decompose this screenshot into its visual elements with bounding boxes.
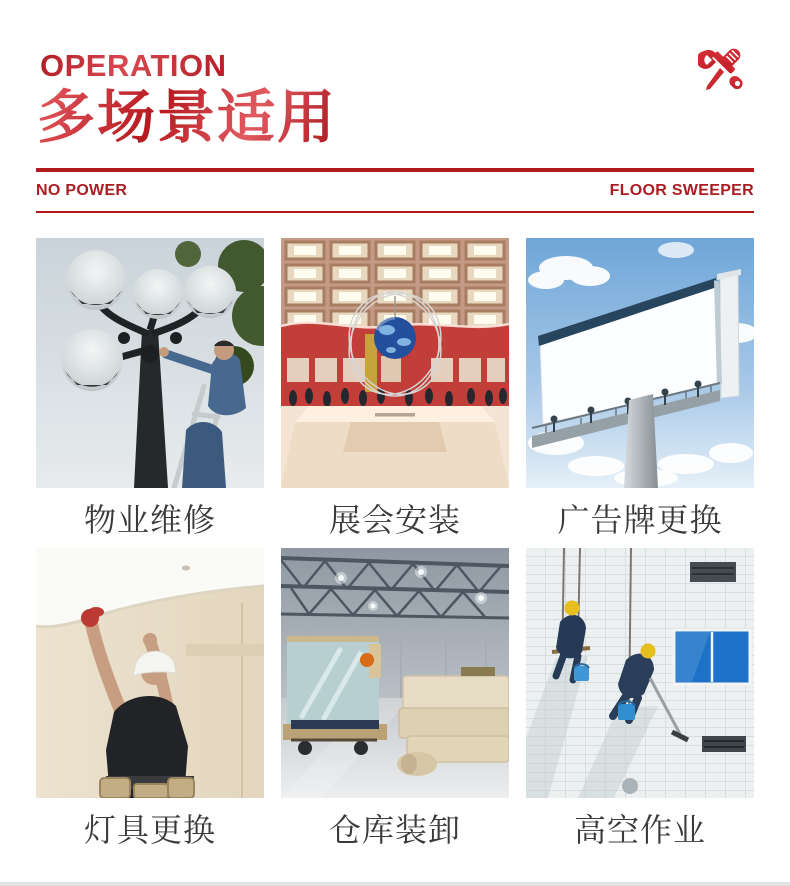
section-title: 多场景适用	[37, 85, 338, 150]
wrench-and-screwdriver-icon	[698, 46, 746, 94]
bottom-divider	[0, 882, 790, 886]
scene-caption: 广告牌更换	[557, 502, 723, 538]
scene-caption: 仓库装卸	[328, 812, 461, 848]
divider-thick	[36, 168, 754, 172]
scene-card-billboard-replacement	[526, 238, 754, 548]
ceiling-maintenance-worker-photo	[36, 548, 264, 798]
scene-card-light-replacement	[36, 548, 264, 858]
scene-card-aerial-work	[526, 548, 754, 858]
scene-caption: 展会安装	[328, 502, 461, 538]
scene-card-exhibition-install	[281, 238, 509, 548]
street-lamp-repair-photo	[36, 238, 264, 488]
scene-grid	[36, 238, 754, 858]
divider-thin	[36, 211, 754, 213]
rope-access-workers-photo	[526, 548, 754, 798]
scene-caption: 灯具更换	[83, 812, 216, 848]
blank-billboard-sky-photo	[526, 238, 754, 488]
tagline-left: NO POWER	[36, 182, 128, 199]
scene-card-warehouse-loading	[281, 548, 509, 858]
section-eyebrow: OPERATION	[40, 48, 227, 83]
tagline-right: FLOOR SWEEPER	[609, 182, 754, 199]
exhibition-hall-globe-photo	[281, 238, 509, 488]
warehouse-crates-photo	[281, 548, 509, 798]
tagline-row	[36, 182, 754, 200]
scene-caption: 物业维修	[83, 502, 216, 538]
scene-card-property-maintenance	[36, 238, 264, 548]
scene-caption: 高空作业	[573, 812, 706, 848]
